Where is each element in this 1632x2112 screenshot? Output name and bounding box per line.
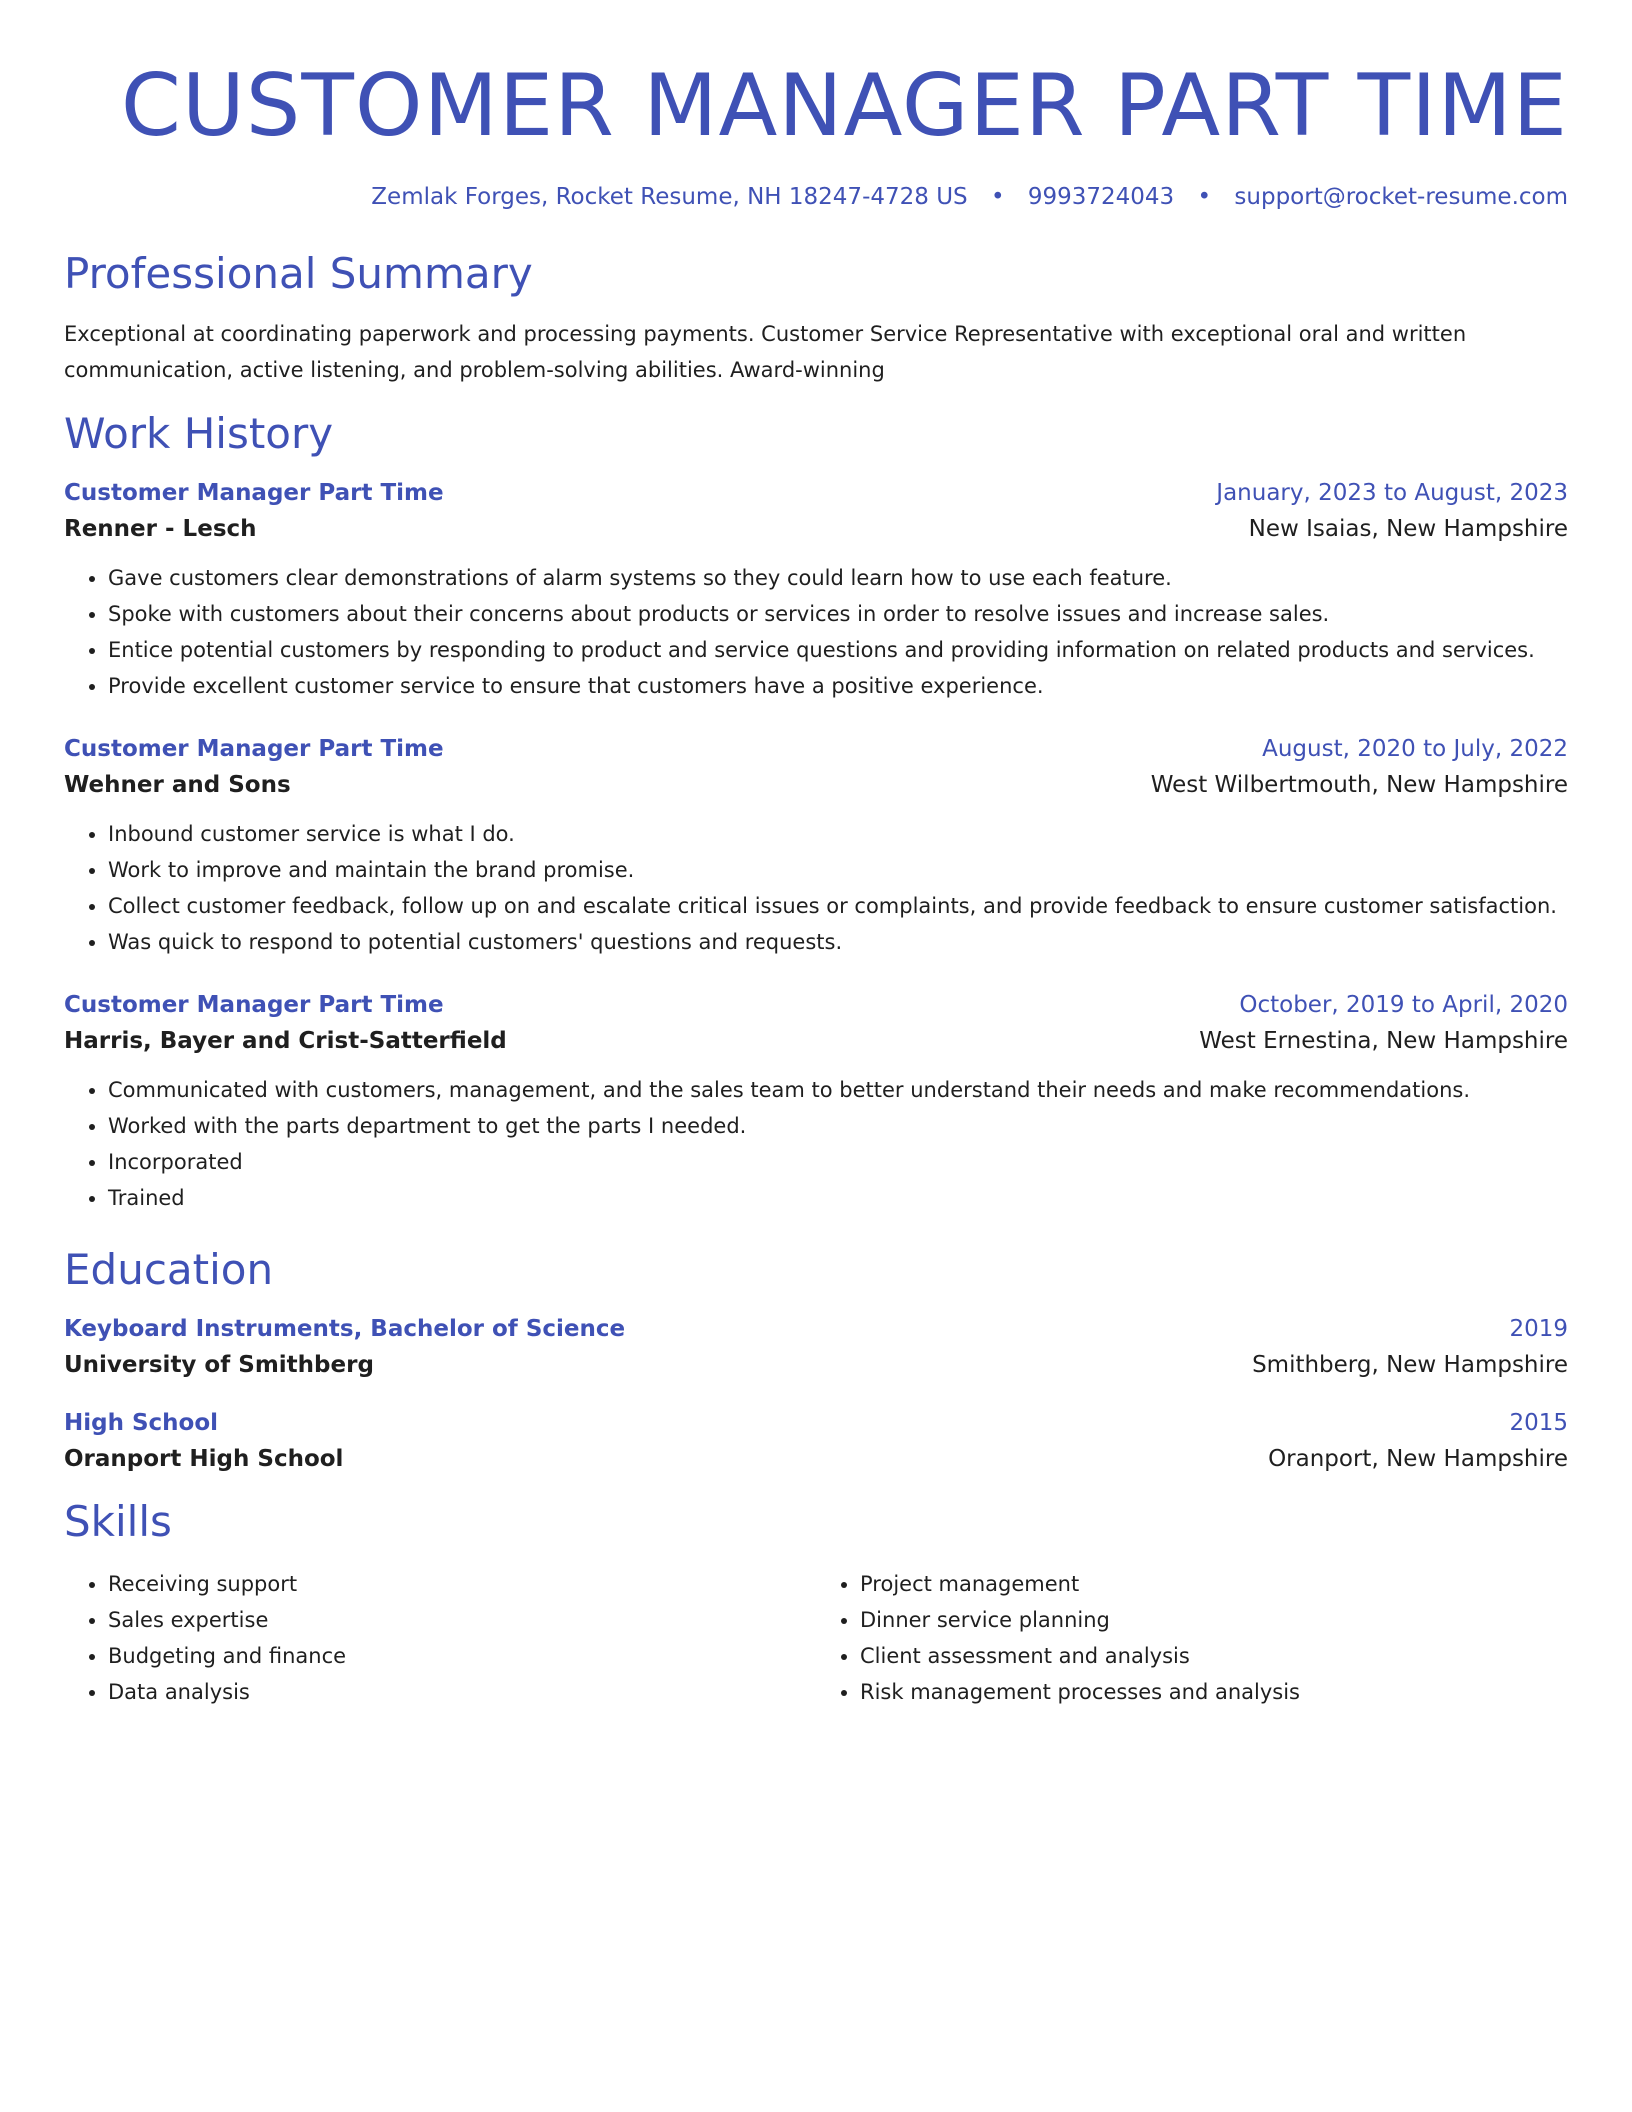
list-item: • Collect customer feedback, follow up on and escalate critical issues or complaints, and provide feedback to ensure customer satisfaction. xyxy=(108,888,1568,924)
job-entry xyxy=(64,736,1568,960)
job-role: Customer Manager Part Time xyxy=(64,736,444,762)
section-title-summary: Professional Summary xyxy=(64,249,533,298)
job-bullets xyxy=(64,1072,1568,1216)
education-degree: Keyboard Instruments, Bachelor of Science xyxy=(64,1316,626,1342)
list-item: • Sales expertise xyxy=(108,1602,816,1638)
section-title-education: Education xyxy=(64,1245,274,1294)
contact-email[interactable]: support@rocket-resume.com xyxy=(1234,184,1568,210)
job-company: Harris, Bayer and Crist-Satterfield xyxy=(64,1028,507,1054)
job-company: Renner - Lesch xyxy=(64,516,257,542)
section-title-skills: Skills xyxy=(64,1497,172,1546)
education-school: University of Smithberg xyxy=(64,1352,374,1378)
contact-line xyxy=(64,184,1568,210)
list-item: • Worked with the parts department to get the parts I needed. xyxy=(108,1108,1568,1144)
job-dates: October, 2019 to April, 2020 xyxy=(1239,992,1568,1018)
job-company: Wehner and Sons xyxy=(64,772,291,798)
job-dates: August, 2020 to July, 2022 xyxy=(1262,736,1568,762)
list-item: • Project management xyxy=(860,1566,1568,1602)
job-bullets xyxy=(64,560,1568,704)
job-entry xyxy=(64,480,1568,704)
list-item: • Budgeting and finance xyxy=(108,1638,816,1674)
list-item: • Provide excellent customer service to ensure that customers have a positive experience. xyxy=(108,668,1568,704)
education-degree: High School xyxy=(64,1410,219,1436)
summary-section xyxy=(64,246,1568,388)
education-entry xyxy=(64,1316,1568,1378)
education-entry xyxy=(64,1410,1568,1472)
summary-text: Exceptional at coordinating paperwork and processing payments. Customer Service Representative with exceptional oral and written communication, active listening, and problem-solving abilities. Award-winning xyxy=(64,322,1467,382)
list-item: • Data analysis xyxy=(108,1674,816,1710)
resume-title: CUSTOMER MANAGER PART TIME xyxy=(120,56,1568,156)
list-item: • Trained xyxy=(108,1180,1568,1216)
skills-list-left xyxy=(64,1566,816,1710)
education-location: Smithberg, New Hampshire xyxy=(1252,1352,1568,1378)
job-dates: January, 2023 to August, 2023 xyxy=(1216,480,1568,506)
job-location: West Wilbertmouth, New Hampshire xyxy=(1150,772,1568,798)
list-item: • Spoke with customers about their concerns about products or services in order to resolve issues and increase sales. xyxy=(108,596,1568,632)
bullet-separator: • xyxy=(1197,184,1212,210)
list-item: • Client assessment and analysis xyxy=(860,1638,1568,1674)
job-location: New Isaias, New Hampshire xyxy=(1248,516,1568,542)
list-item: • Gave customers clear demonstrations of alarm systems so they could learn how to use each feature. xyxy=(108,560,1568,596)
bullet-separator: • xyxy=(990,184,1005,210)
list-item: • Work to improve and maintain the brand promise. xyxy=(108,852,1568,888)
list-item: • Was quick to respond to potential customers' questions and requests. xyxy=(108,924,1568,960)
education-school: Oranport High School xyxy=(64,1446,344,1472)
education-location: Oranport, New Hampshire xyxy=(1268,1446,1568,1472)
list-item: • Risk management processes and analysis xyxy=(860,1674,1568,1710)
job-role: Customer Manager Part Time xyxy=(64,992,444,1018)
list-item: • Entice potential customers by responding to product and service questions and providing information on related products and services. xyxy=(108,632,1568,668)
skills-section xyxy=(64,1494,1568,1710)
list-item: • Dinner service planning xyxy=(860,1602,1568,1638)
list-item: • Receiving support xyxy=(108,1566,816,1602)
skills-list-right xyxy=(816,1566,1568,1710)
list-item: • Communicated with customers, management, and the sales team to better understand their needs and make recommendations. xyxy=(108,1072,1568,1108)
education-year: 2015 xyxy=(1509,1410,1568,1436)
job-role: Customer Manager Part Time xyxy=(64,480,444,506)
job-entry xyxy=(64,992,1568,1216)
contact-address: Zemlak Forges, Rocket Resume, NH 18247-4728 US xyxy=(371,184,968,210)
skills-columns xyxy=(64,1566,1568,1710)
contact-phone[interactable]: 9993724043 xyxy=(1027,184,1175,210)
education-year: 2019 xyxy=(1509,1316,1568,1342)
education-section xyxy=(64,1242,1568,1472)
section-title-work: Work History xyxy=(64,409,334,458)
list-item: • Inbound customer service is what I do. xyxy=(108,816,1568,852)
work-history-section xyxy=(64,406,1568,1216)
job-bullets xyxy=(64,816,1568,960)
list-item: • Incorporated xyxy=(108,1144,1568,1180)
job-location: West Ernestina, New Hampshire xyxy=(1199,1028,1568,1054)
